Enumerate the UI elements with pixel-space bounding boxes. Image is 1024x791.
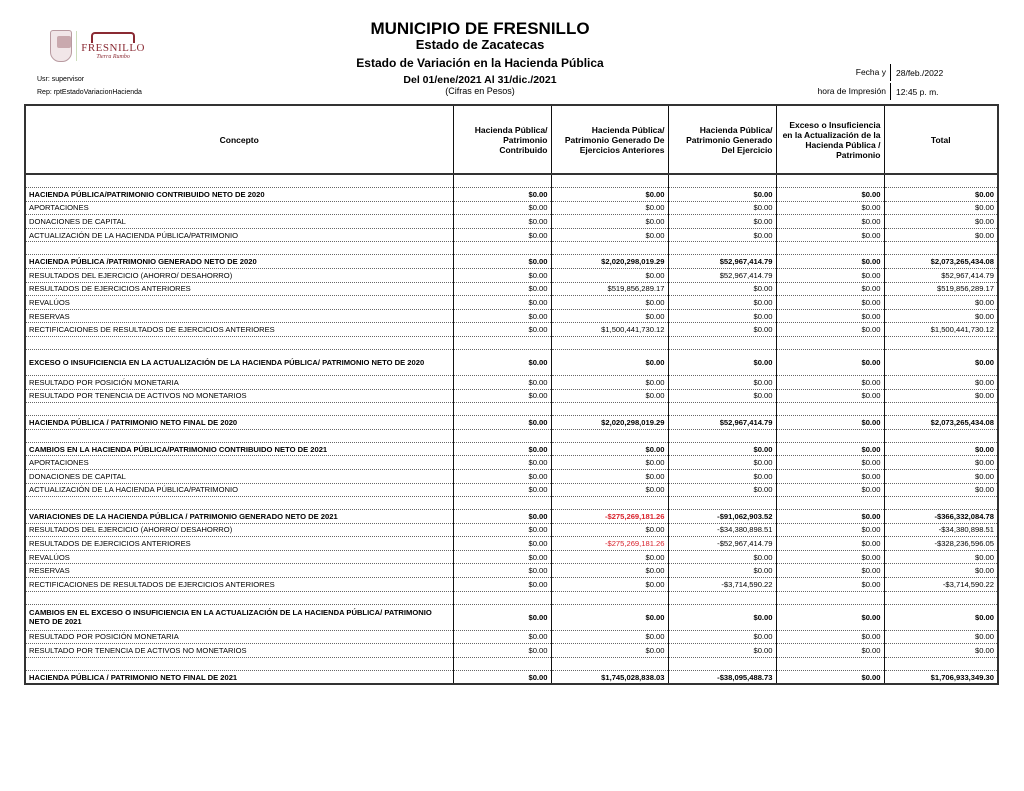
- exceso-insuficiencia-cell: $0.00: [776, 349, 884, 375]
- ejercicios-anteriores-cell: -$275,269,181.26: [551, 510, 668, 524]
- section-total-row: [25, 188, 998, 202]
- ejercicios-anteriores-cell: $0.00: [551, 228, 668, 242]
- exceso-insuficiencia-cell: $0.00: [776, 442, 884, 456]
- del-ejercicio-cell: $0.00: [668, 188, 776, 202]
- spacer-row: [25, 657, 998, 670]
- concept-cell: RESULTADOS DE EJERCICIOS ANTERIORES: [25, 537, 453, 551]
- del-ejercicio-cell: -$34,380,898.51: [668, 523, 776, 537]
- empty-cell: [25, 591, 453, 604]
- print-time-label: hora de Impresión: [790, 83, 891, 100]
- contribuido-cell: $0.00: [453, 416, 551, 430]
- contribuido-cell: $0.00: [453, 604, 551, 630]
- ejercicios-anteriores-cell: $0.00: [551, 215, 668, 229]
- del-ejercicio-cell: $52,967,414.79: [668, 416, 776, 430]
- del-ejercicio-cell: $0.00: [668, 483, 776, 497]
- exceso-insuficiencia-cell: $0.00: [776, 215, 884, 229]
- empty-cell: [453, 497, 551, 510]
- state-subtitle: Estado de Zacatecas: [415, 37, 545, 52]
- table-row: [25, 523, 998, 537]
- concept-cell: DONACIONES DE CAPITAL: [25, 469, 453, 483]
- exceso-insuficiencia-cell: $0.00: [776, 510, 884, 524]
- exceso-insuficiencia-cell: $0.00: [776, 523, 884, 537]
- column-header-exceso-insuficiencia: Exceso o Insuficiencia en la Actualización de la Hacienda Pública / Patrimonio: [776, 105, 884, 174]
- contribuido-cell: $0.00: [453, 456, 551, 470]
- empty-cell: [668, 403, 776, 416]
- del-ejercicio-cell: $0.00: [668, 228, 776, 242]
- exceso-insuficiencia-cell: $0.00: [776, 564, 884, 578]
- concept-cell: RESULTADOS DEL EJERCICIO (AHORRO/ DESAHORRO): [25, 268, 453, 282]
- exceso-insuficiencia-cell: $0.00: [776, 670, 884, 684]
- empty-cell: [776, 657, 884, 670]
- column-header-total: Total: [884, 105, 998, 174]
- del-ejercicio-cell: $0.00: [668, 564, 776, 578]
- contribuido-cell: $0.00: [453, 469, 551, 483]
- contribuido-cell: $0.00: [453, 309, 551, 323]
- building-icon: [91, 32, 135, 43]
- empty-cell: [551, 591, 668, 604]
- empty-cell: [551, 174, 668, 188]
- concept-cell: REVALÚOS: [25, 550, 453, 564]
- empty-cell: [884, 591, 998, 604]
- spacer-row: [25, 497, 998, 510]
- empty-cell: [776, 336, 884, 349]
- del-ejercicio-cell: $0.00: [668, 296, 776, 310]
- section-total-row: [25, 604, 998, 630]
- variation-statement-table: [24, 104, 999, 685]
- table-row: [25, 644, 998, 658]
- table-row: [25, 469, 998, 483]
- table-row: [25, 215, 998, 229]
- empty-cell: [551, 429, 668, 442]
- exceso-insuficiencia-cell: $0.00: [776, 578, 884, 592]
- ejercicios-anteriores-cell: $0.00: [551, 550, 668, 564]
- empty-cell: [25, 336, 453, 349]
- empty-cell: [453, 174, 551, 188]
- empty-cell: [668, 591, 776, 604]
- section-total-row: [25, 670, 998, 684]
- concept-cell: RESULTADO POR TENENCIA DE ACTIVOS NO MONETARIOS: [25, 644, 453, 658]
- concept-cell: RESULTADOS DE EJERCICIOS ANTERIORES: [25, 282, 453, 296]
- concept-cell: CAMBIOS EN LA HACIENDA PÚBLICA/PATRIMONIO CONTRIBUIDO NETO DE 2021: [25, 442, 453, 456]
- table-row: [25, 228, 998, 242]
- empty-cell: [776, 403, 884, 416]
- del-ejercicio-cell: $0.00: [668, 349, 776, 375]
- exceso-insuficiencia-cell: $0.00: [776, 296, 884, 310]
- del-ejercicio-cell: -$3,714,590.22: [668, 578, 776, 592]
- contribuido-cell: $0.00: [453, 228, 551, 242]
- del-ejercicio-cell: $0.00: [668, 644, 776, 658]
- section-total-row: [25, 255, 998, 269]
- empty-cell: [668, 497, 776, 510]
- section-total-row: [25, 442, 998, 456]
- contribuido-cell: $0.00: [453, 483, 551, 497]
- exceso-insuficiencia-cell: $0.00: [776, 604, 884, 630]
- total-cell: $0.00: [884, 469, 998, 483]
- total-cell: $0.00: [884, 644, 998, 658]
- total-cell: $2,073,265,434.08: [884, 255, 998, 269]
- empty-cell: [776, 242, 884, 255]
- ejercicios-anteriores-cell: $0.00: [551, 309, 668, 323]
- user-label: Usr: supervisor: [37, 76, 85, 83]
- del-ejercicio-cell: $0.00: [668, 630, 776, 644]
- exceso-insuficiencia-cell: $0.00: [776, 644, 884, 658]
- table-row: [25, 456, 998, 470]
- exceso-insuficiencia-cell: $0.00: [776, 282, 884, 296]
- contribuido-cell: $0.00: [453, 255, 551, 269]
- empty-cell: [776, 174, 884, 188]
- empty-cell: [25, 242, 453, 255]
- del-ejercicio-cell: $0.00: [668, 201, 776, 215]
- total-cell: $0.00: [884, 630, 998, 644]
- empty-cell: [453, 403, 551, 416]
- total-cell: $0.00: [884, 201, 998, 215]
- table-row: [25, 483, 998, 497]
- fresnillo-brand: [81, 32, 145, 61]
- concept-cell: RECTIFICACIONES DE RESULTADOS DE EJERCICIOS ANTERIORES: [25, 578, 453, 592]
- concept-cell: RESERVAS: [25, 309, 453, 323]
- exceso-insuficiencia-cell: $0.00: [776, 255, 884, 269]
- empty-cell: [668, 429, 776, 442]
- empty-cell: [776, 429, 884, 442]
- del-ejercicio-cell: -$91,062,903.52: [668, 510, 776, 524]
- empty-cell: [453, 429, 551, 442]
- empty-cell: [25, 403, 453, 416]
- del-ejercicio-cell: $0.00: [668, 456, 776, 470]
- total-cell: $0.00: [884, 564, 998, 578]
- table-row: [25, 323, 998, 337]
- table-row: [25, 268, 998, 282]
- empty-cell: [668, 242, 776, 255]
- exceso-insuficiencia-cell: $0.00: [776, 309, 884, 323]
- ejercicios-anteriores-cell: $0.00: [551, 523, 668, 537]
- exceso-insuficiencia-cell: $0.00: [776, 375, 884, 389]
- total-cell: $0.00: [884, 456, 998, 470]
- spacer-row: [25, 174, 998, 188]
- empty-cell: [453, 591, 551, 604]
- concept-cell: HACIENDA PÚBLICA / PATRIMONIO NETO FINAL DE 2020: [25, 416, 453, 430]
- total-cell: $1,500,441,730.12: [884, 323, 998, 337]
- brand-name: FRESNILLO: [81, 41, 145, 54]
- del-ejercicio-cell: $52,967,414.79: [668, 255, 776, 269]
- empty-cell: [884, 336, 998, 349]
- ejercicios-anteriores-cell: $519,856,289.17: [551, 282, 668, 296]
- empty-cell: [551, 336, 668, 349]
- empty-cell: [25, 174, 453, 188]
- empty-cell: [453, 336, 551, 349]
- del-ejercicio-cell: $0.00: [668, 550, 776, 564]
- contribuido-cell: $0.00: [453, 537, 551, 551]
- ejercicios-anteriores-cell: $0.00: [551, 564, 668, 578]
- column-header-concepto: Concepto: [25, 105, 453, 174]
- concept-cell: ACTUALIZACIÓN DE LA HACIENDA PÚBLICA/PATRIMONIO: [25, 228, 453, 242]
- concept-cell: RESULTADO POR POSICIÓN MONETARIA: [25, 630, 453, 644]
- total-cell: -$366,332,084.78: [884, 510, 998, 524]
- total-cell: $0.00: [884, 442, 998, 456]
- report-period: Del 01/ene/2021 Al 31/dic./2021: [403, 74, 557, 86]
- contribuido-cell: $0.00: [453, 389, 551, 403]
- empty-cell: [453, 242, 551, 255]
- del-ejercicio-cell: $0.00: [668, 323, 776, 337]
- empty-cell: [884, 497, 998, 510]
- contribuido-cell: $0.00: [453, 215, 551, 229]
- concept-cell: HACIENDA PÚBLICA / PATRIMONIO NETO FINAL DE 2021: [25, 670, 453, 684]
- total-cell: $0.00: [884, 309, 998, 323]
- total-cell: $519,856,289.17: [884, 282, 998, 296]
- contribuido-cell: $0.00: [453, 282, 551, 296]
- exceso-insuficiencia-cell: $0.00: [776, 416, 884, 430]
- concept-cell: RESULTADO POR POSICIÓN MONETARIA: [25, 375, 453, 389]
- concept-cell: EXCESO O INSUFICIENCIA EN LA ACTUALIZACIÓN DE LA HACIENDA PÚBLICA/ PATRIMONIO NETO DE 2020: [25, 349, 453, 375]
- print-date: 28/feb./2022: [896, 67, 944, 78]
- print-date-label: Fecha y: [790, 64, 891, 81]
- contribuido-cell: $0.00: [453, 323, 551, 337]
- contribuido-cell: $0.00: [453, 630, 551, 644]
- ejercicios-anteriores-cell: $0.00: [551, 442, 668, 456]
- total-cell: $1,706,933,349.30: [884, 670, 998, 684]
- concept-cell: RESULTADOS DEL EJERCICIO (AHORRO/ DESAHORRO): [25, 523, 453, 537]
- column-header-contribuido: Hacienda Pública/ Patrimonio Contribuido: [453, 105, 551, 174]
- empty-cell: [776, 497, 884, 510]
- total-cell: $0.00: [884, 483, 998, 497]
- contribuido-cell: $0.00: [453, 644, 551, 658]
- ejercicios-anteriores-cell: $0.00: [551, 296, 668, 310]
- total-cell: $0.00: [884, 375, 998, 389]
- ejercicios-anteriores-cell: $2,020,298,019.29: [551, 416, 668, 430]
- print-time: 12:45 p. m.: [896, 86, 939, 97]
- exceso-insuficiencia-cell: $0.00: [776, 630, 884, 644]
- exceso-insuficiencia-cell: $0.00: [776, 389, 884, 403]
- report-units: (Cifras en Pesos): [445, 86, 515, 96]
- ejercicios-anteriores-cell: $0.00: [551, 483, 668, 497]
- section-total-row: [25, 349, 998, 375]
- ejercicios-anteriores-cell: $0.00: [551, 201, 668, 215]
- contribuido-cell: $0.00: [453, 578, 551, 592]
- concept-cell: VARIACIONES DE LA HACIENDA PÚBLICA / PATRIMONIO GENERADO NETO DE 2021: [25, 510, 453, 524]
- empty-cell: [551, 242, 668, 255]
- empty-cell: [884, 429, 998, 442]
- del-ejercicio-cell: -$52,967,414.79: [668, 537, 776, 551]
- contribuido-cell: $0.00: [453, 201, 551, 215]
- del-ejercicio-cell: $0.00: [668, 469, 776, 483]
- contribuido-cell: $0.00: [453, 349, 551, 375]
- column-header-ejercicios-anteriores: Hacienda Pública/ Patrimonio Generado De Ejercicios Anteriores: [551, 105, 668, 174]
- contribuido-cell: $0.00: [453, 523, 551, 537]
- exceso-insuficiencia-cell: $0.00: [776, 228, 884, 242]
- table-row: [25, 564, 998, 578]
- print-info: [790, 63, 943, 101]
- empty-cell: [884, 174, 998, 188]
- contribuido-cell: $0.00: [453, 670, 551, 684]
- ejercicios-anteriores-cell: $0.00: [551, 456, 668, 470]
- spacer-row: [25, 336, 998, 349]
- del-ejercicio-cell: $0.00: [668, 375, 776, 389]
- concept-cell: CAMBIOS EN EL EXCESO O INSUFICIENCIA EN LA ACTUALIZACIÓN DE LA HACIENDA PÚBLICA/ PATRIMONIO NETO DE 2021: [25, 604, 453, 630]
- exceso-insuficiencia-cell: $0.00: [776, 550, 884, 564]
- total-cell: -$3,714,590.22: [884, 578, 998, 592]
- logo-divider: [76, 31, 77, 61]
- section-total-row: [25, 510, 998, 524]
- del-ejercicio-cell: $0.00: [668, 309, 776, 323]
- table-row: [25, 578, 998, 592]
- contribuido-cell: $0.00: [453, 550, 551, 564]
- concept-cell: HACIENDA PÚBLICA/PATRIMONIO CONTRIBUIDO NETO DE 2020: [25, 188, 453, 202]
- table-row: [25, 296, 998, 310]
- ejercicios-anteriores-cell: $0.00: [551, 188, 668, 202]
- del-ejercicio-cell: $0.00: [668, 215, 776, 229]
- total-cell: -$34,380,898.51: [884, 523, 998, 537]
- column-header-del-ejercicio: Hacienda Pública/ Patrimonio Generado Del Ejercicio: [668, 105, 776, 174]
- ejercicios-anteriores-cell: $0.00: [551, 389, 668, 403]
- exceso-insuficiencia-cell: $0.00: [776, 469, 884, 483]
- exceso-insuficiencia-cell: $0.00: [776, 537, 884, 551]
- empty-cell: [453, 657, 551, 670]
- ejercicios-anteriores-cell: $0.00: [551, 630, 668, 644]
- del-ejercicio-cell: $0.00: [668, 282, 776, 296]
- concept-cell: HACIENDA PÚBLICA /PATRIMONIO GENERADO NETO DE 2020: [25, 255, 453, 269]
- total-cell: -$328,236,596.05: [884, 537, 998, 551]
- exceso-insuficiencia-cell: $0.00: [776, 323, 884, 337]
- concept-cell: REVALÚOS: [25, 296, 453, 310]
- exceso-insuficiencia-cell: $0.00: [776, 456, 884, 470]
- empty-cell: [884, 657, 998, 670]
- total-cell: $0.00: [884, 228, 998, 242]
- empty-cell: [884, 242, 998, 255]
- ejercicios-anteriores-cell: $0.00: [551, 604, 668, 630]
- report-title-block: [300, 20, 660, 97]
- empty-cell: [668, 174, 776, 188]
- concept-cell: RESULTADO POR TENENCIA DE ACTIVOS NO MONETARIOS: [25, 389, 453, 403]
- contribuido-cell: $0.00: [453, 296, 551, 310]
- total-cell: $0.00: [884, 296, 998, 310]
- total-cell: $0.00: [884, 389, 998, 403]
- ejercicios-anteriores-cell: $0.00: [551, 644, 668, 658]
- table-row: [25, 550, 998, 564]
- section-total-row: [25, 416, 998, 430]
- table-row: [25, 389, 998, 403]
- exceso-insuficiencia-cell: $0.00: [776, 201, 884, 215]
- ejercicios-anteriores-cell: -$275,269,181.26: [551, 537, 668, 551]
- empty-cell: [25, 429, 453, 442]
- contribuido-cell: $0.00: [453, 188, 551, 202]
- spacer-row: [25, 591, 998, 604]
- contribuido-cell: $0.00: [453, 442, 551, 456]
- spacer-row: [25, 242, 998, 255]
- report-name: Estado de Variación en la Hacienda Pública: [356, 56, 604, 70]
- contribuido-cell: $0.00: [453, 268, 551, 282]
- table-row: [25, 375, 998, 389]
- empty-cell: [25, 497, 453, 510]
- del-ejercicio-cell: -$38,095,488.73: [668, 670, 776, 684]
- del-ejercicio-cell: $0.00: [668, 442, 776, 456]
- ejercicios-anteriores-cell: $0.00: [551, 268, 668, 282]
- ejercicios-anteriores-cell: $1,500,441,730.12: [551, 323, 668, 337]
- concept-cell: ACTUALIZACIÓN DE LA HACIENDA PÚBLICA/PATRIMONIO: [25, 483, 453, 497]
- del-ejercicio-cell: $0.00: [668, 604, 776, 630]
- municipal-logo: [50, 28, 145, 64]
- exceso-insuficiencia-cell: $0.00: [776, 483, 884, 497]
- contribuido-cell: $0.00: [453, 564, 551, 578]
- table-row: [25, 537, 998, 551]
- municipality-title: MUNICIPIO DE FRESNILLO: [370, 19, 590, 38]
- total-cell: $2,073,265,434.08: [884, 416, 998, 430]
- exceso-insuficiencia-cell: $0.00: [776, 188, 884, 202]
- empty-cell: [668, 657, 776, 670]
- ejercicios-anteriores-cell: $0.00: [551, 375, 668, 389]
- ejercicios-anteriores-cell: $2,020,298,019.29: [551, 255, 668, 269]
- empty-cell: [668, 336, 776, 349]
- ejercicios-anteriores-cell: $0.00: [551, 578, 668, 592]
- report-id-label: Rep: rptEstadoVariacionHacienda: [37, 89, 142, 96]
- table-header-row: [25, 105, 998, 174]
- concept-cell: DONACIONES DE CAPITAL: [25, 215, 453, 229]
- brand-slogan: Tierra Rumbo: [96, 53, 130, 60]
- exceso-insuficiencia-cell: $0.00: [776, 268, 884, 282]
- concept-cell: RESERVAS: [25, 564, 453, 578]
- table-row: [25, 309, 998, 323]
- ejercicios-anteriores-cell: $1,745,028,838.03: [551, 670, 668, 684]
- spacer-row: [25, 403, 998, 416]
- empty-cell: [25, 657, 453, 670]
- del-ejercicio-cell: $0.00: [668, 389, 776, 403]
- table-row: [25, 201, 998, 215]
- table-body: [25, 174, 998, 684]
- table-row: [25, 282, 998, 296]
- concept-cell: APORTACIONES: [25, 456, 453, 470]
- empty-cell: [551, 657, 668, 670]
- total-cell: $0.00: [884, 550, 998, 564]
- concept-cell: APORTACIONES: [25, 201, 453, 215]
- ejercicios-anteriores-cell: $0.00: [551, 469, 668, 483]
- concept-cell: RECTIFICACIONES DE RESULTADOS DE EJERCICIOS ANTERIORES: [25, 323, 453, 337]
- municipal-shield-icon: [50, 30, 72, 62]
- contribuido-cell: $0.00: [453, 375, 551, 389]
- empty-cell: [551, 403, 668, 416]
- total-cell: $52,967,414.79: [884, 268, 998, 282]
- empty-cell: [551, 497, 668, 510]
- empty-cell: [884, 403, 998, 416]
- spacer-row: [25, 429, 998, 442]
- empty-cell: [776, 591, 884, 604]
- table-row: [25, 630, 998, 644]
- total-cell: $0.00: [884, 188, 998, 202]
- contribuido-cell: $0.00: [453, 510, 551, 524]
- del-ejercicio-cell: $52,967,414.79: [668, 268, 776, 282]
- total-cell: $0.00: [884, 349, 998, 375]
- total-cell: $0.00: [884, 215, 998, 229]
- ejercicios-anteriores-cell: $0.00: [551, 349, 668, 375]
- total-cell: $0.00: [884, 604, 998, 630]
